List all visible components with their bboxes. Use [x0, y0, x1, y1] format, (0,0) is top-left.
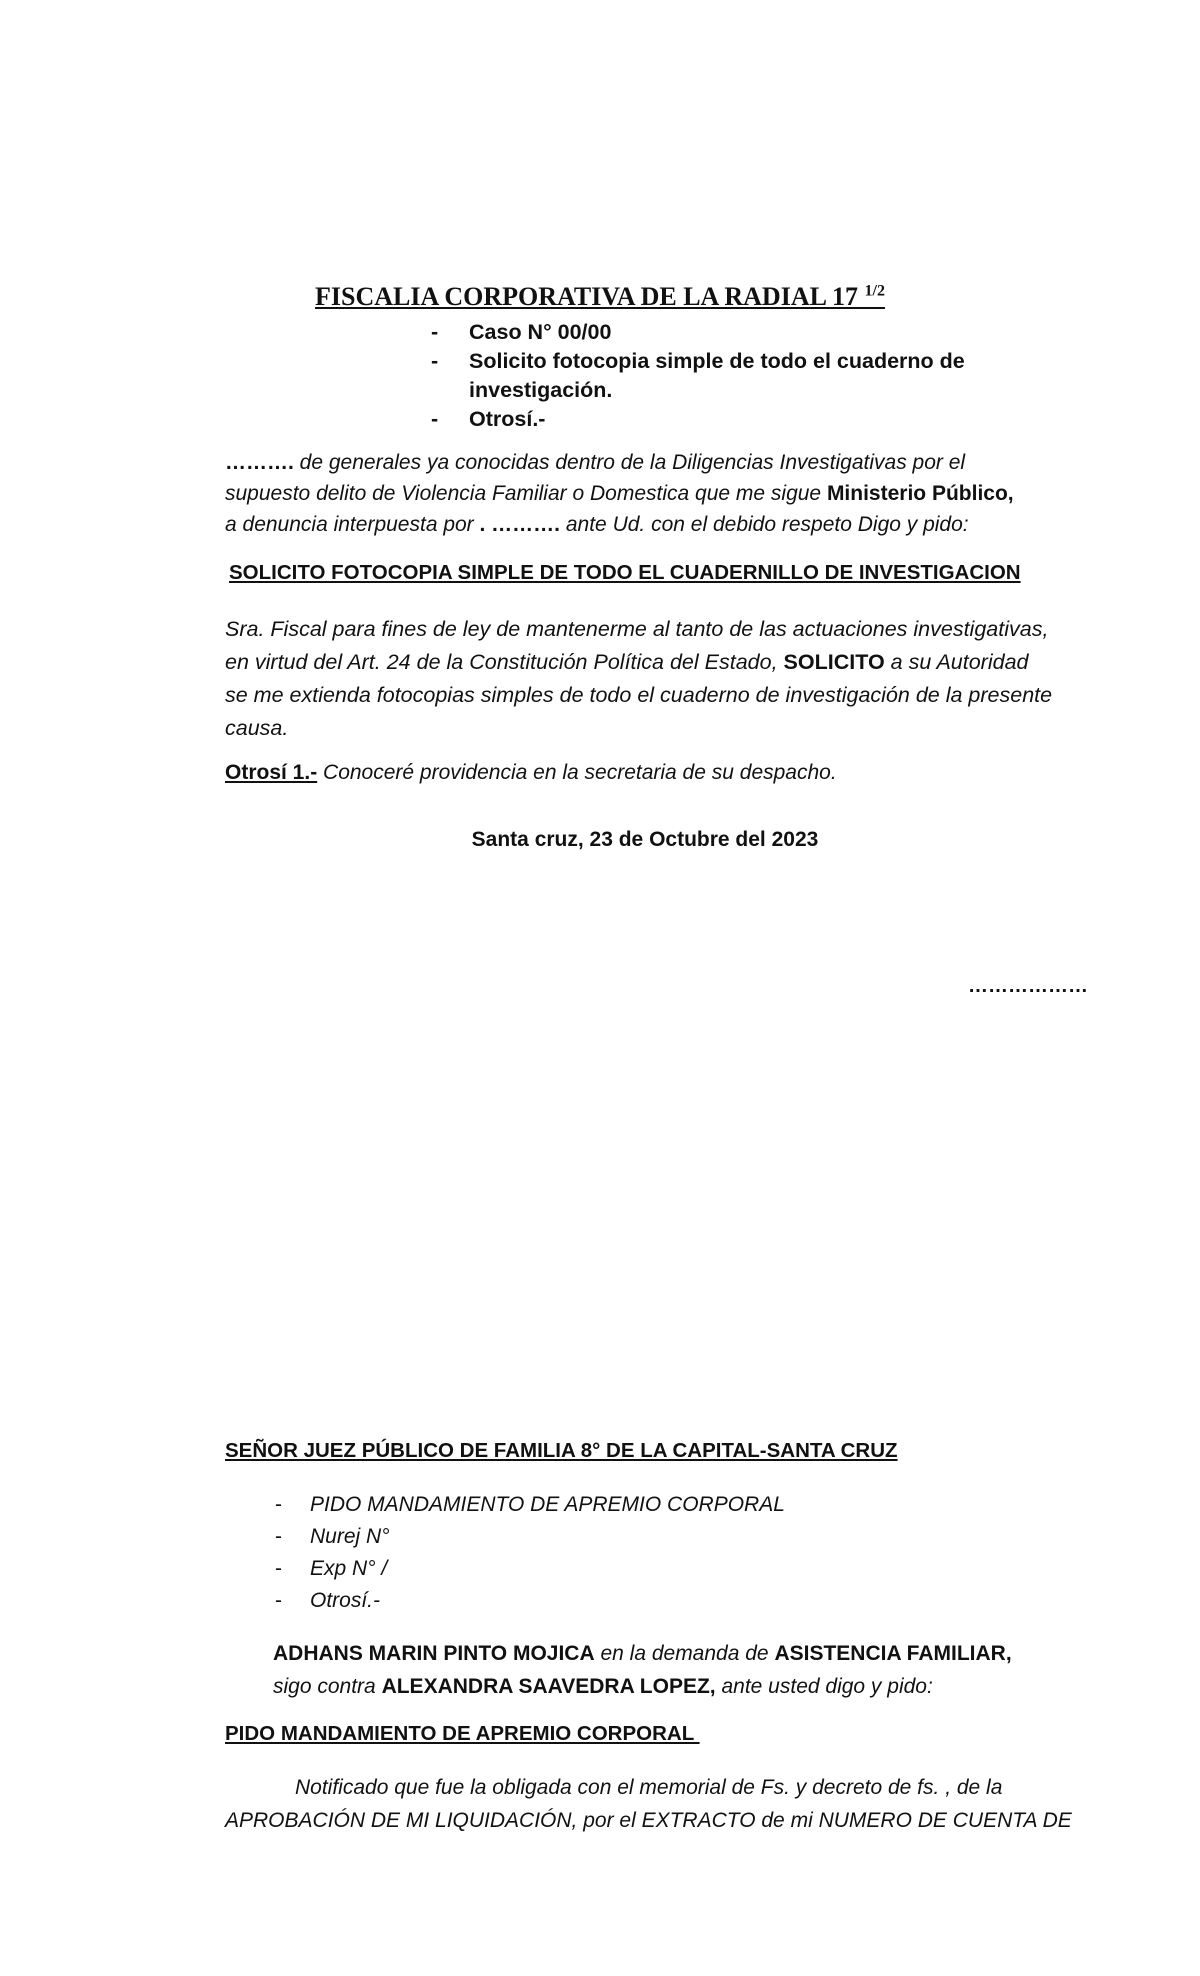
list-item: - Otrosí.-	[431, 407, 546, 431]
otrosi-line	[225, 757, 837, 788]
defendant-name: ALEXANDRA SAAVEDRA LOPEZ,	[381, 1675, 716, 1698]
list-item: - PIDO MANDAMIENTO DE APREMIO CORPORAL	[275, 1493, 785, 1516]
title-fraction: 1/2	[864, 282, 885, 300]
document-title	[0, 282, 1200, 312]
place-date: Santa cruz, 23 de Octubre del 2023	[471, 828, 819, 851]
petitioner-paragraph: ADHANS MARIN PINTO MOJICA en la demanda de ASISTENCIA FAMILIAR, sigo contra ALEXANDRA SAAVEDRA LOPEZ, ante usted digo y pido:	[273, 1642, 1012, 1698]
list-item: - Solicito fotocopia simple de todo el cuaderno de	[431, 349, 965, 373]
court-title: SEÑOR JUEZ PÚBLICO DE FAMILIA 8° DE LA CAPITAL-SANTA CRUZ	[225, 1439, 898, 1462]
summary-list	[431, 318, 1029, 434]
title-text: FISCALIA CORPORATIVA DE LA RADIAL 17	[315, 282, 859, 311]
case-type: ASISTENCIA FAMILIAR,	[774, 1642, 1012, 1665]
list-item-continuation: investigación.	[469, 378, 613, 402]
list-item: - Nurej N°	[275, 1525, 390, 1548]
list-item: - Caso N° 00/00	[431, 320, 612, 344]
petition-list	[275, 1489, 910, 1617]
petitioner-name: ADHANS MARIN PINTO MOJICA	[273, 1642, 595, 1665]
petition-heading: PIDO MANDAMIENTO DE APREMIO CORPORAL	[225, 1722, 700, 1745]
otrosi-label: Otrosí 1.-	[225, 761, 318, 784]
petition-body: Notificado que fue la obligada con el memorial de Fs. y decreto de fs. , de la APROBACIÓN DE MI LIQUIDACIÓN, por el EXTRACTO de mi NUMERO DE CUENTA DE	[225, 1776, 1072, 1832]
intro-paragraph: ………. de generales ya conocidas dentro de la Diligencias Investigativas por el supuesto delito de Violencia Familiar o Domestica que me sigue Ministerio Público, a denuncia interpuesta por . ………. ante Ud. con el debido respeto Digo y pido:	[225, 451, 1014, 536]
list-item: - Otrosí.-	[275, 1589, 381, 1612]
list-item: - Exp N° /	[275, 1557, 388, 1580]
otrosi-text: Conoceré providencia en la secretaria de su despacho.	[317, 761, 837, 784]
request-heading: SOLICITO FOTOCOPIA SIMPLE DE TODO EL CUADERNILLO DE INVESTIGACION	[229, 561, 1021, 584]
request-body: Sra. Fiscal para fines de ley de mantenerme al tanto de las actuaciones investigativas, en virtud del Art. 24 de la Constitución Política del Estado, SOLICITO a su Autoridad se me extienda fotocopias simples de todo el cuaderno de investigación de la presente causa.	[225, 617, 1053, 740]
signature-line: ………………	[968, 975, 1088, 997]
